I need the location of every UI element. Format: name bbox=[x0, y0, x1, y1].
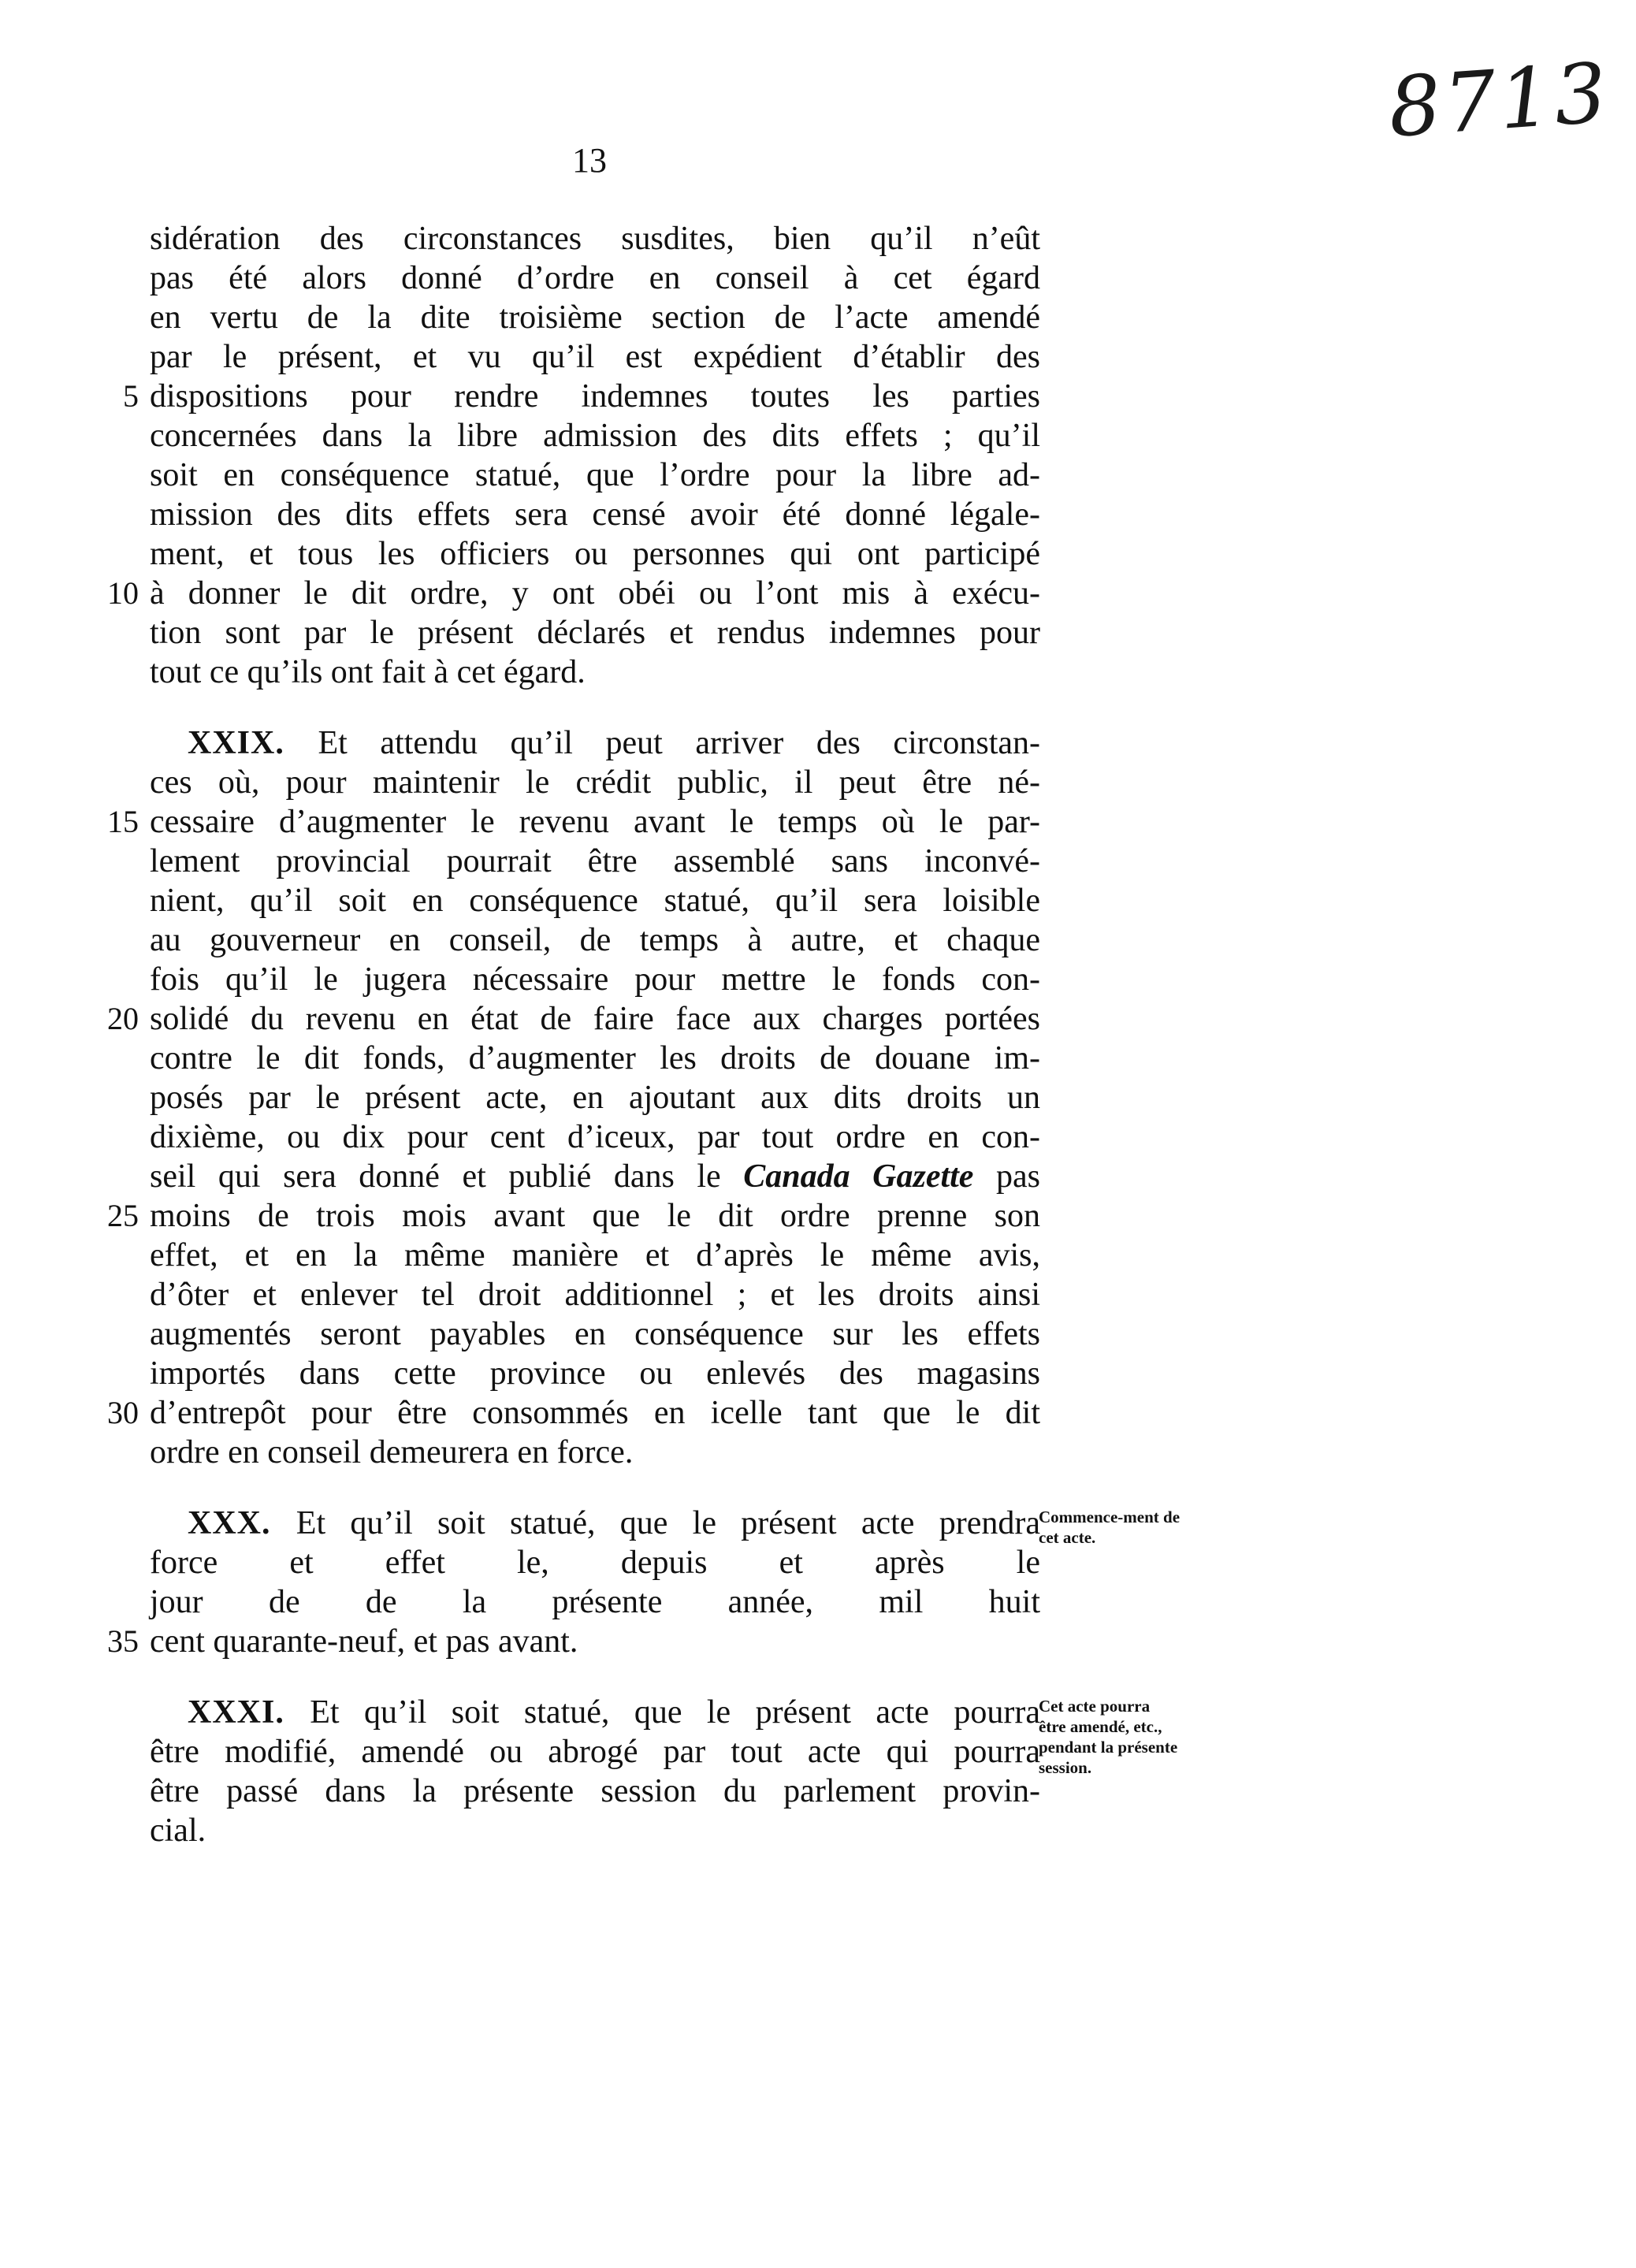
text-line bbox=[0, 1693, 1636, 1732]
text-line bbox=[0, 1275, 1636, 1314]
text-line bbox=[0, 337, 1636, 377]
text-line bbox=[0, 1582, 1636, 1622]
text-line bbox=[0, 1157, 1636, 1196]
line-number: 30 bbox=[107, 1395, 139, 1430]
line-text: tion sont par le présent déclarés et rendus indemnes pour bbox=[150, 615, 1040, 651]
section-heading-line: XXIX. Et attendu qu’il peut arriver des circonstan- bbox=[188, 725, 1041, 761]
line-text: cessaire d’augmenter le revenu avant le temps où le par- bbox=[150, 804, 1040, 840]
line-text: par le présent, et vu qu’il est expédient d’établir des bbox=[150, 339, 1040, 375]
line-text: au gouverneur en conseil, de temps à autre, et chaque bbox=[150, 922, 1040, 958]
line-text: concernées dans la libre admission des dits effets ; qu’il bbox=[150, 418, 1040, 454]
handwritten-page-number: 8713 bbox=[1385, 44, 1613, 156]
text-line bbox=[0, 377, 1636, 416]
text-line bbox=[0, 842, 1636, 881]
line-text: seil qui sera donné et publié dans le Canada Gazette pas bbox=[150, 1158, 1040, 1195]
text-line bbox=[0, 723, 1636, 763]
line-number: 20 bbox=[107, 1001, 139, 1036]
text-line bbox=[0, 416, 1636, 455]
line-text: ment, et tous les officiers ou personnes qui ont participé bbox=[150, 536, 1040, 572]
section-heading-line: XXXI. Et qu’il soit statué, que le présent acte pourra bbox=[188, 1694, 1040, 1731]
section-number: XXX. bbox=[188, 1505, 296, 1541]
text-line bbox=[0, 1811, 1636, 1850]
text-line bbox=[0, 1433, 1636, 1472]
line-text: mission des dits effets sera censé avoir été donné légale- bbox=[150, 496, 1040, 533]
margin-note: Cet acte pourra être amendé, etc., pendant la présente session. bbox=[1039, 1697, 1178, 1777]
line-text: dixième, ou dix pour cent d’iceux, par tout ordre en con- bbox=[150, 1119, 1040, 1155]
margin-note: Commence-ment de cet acte. bbox=[1039, 1508, 1181, 1547]
line-text: à donner le dit ordre, y ont obéi ou l’ont mis à exécu- bbox=[150, 575, 1040, 612]
text-line bbox=[0, 802, 1636, 842]
line-text: effet, et en la même manière et d’après le même avis, bbox=[150, 1237, 1040, 1273]
text-line bbox=[0, 219, 1636, 258]
text-line bbox=[0, 1314, 1636, 1354]
section-number: XXXI. bbox=[188, 1694, 310, 1731]
line-text: ces où, pour maintenir le crédit public, il peut être né- bbox=[150, 764, 1040, 801]
line-text: lement provincial pourrait être assemblé sans inconvé- bbox=[150, 843, 1040, 879]
text-line bbox=[0, 574, 1636, 613]
text-line bbox=[0, 1622, 1636, 1661]
line-text: dispositions pour rendre indemnes toutes les parties bbox=[150, 378, 1040, 415]
text-line bbox=[0, 1393, 1636, 1433]
line-text: tout ce qu’ils ont fait à cet égard. bbox=[150, 654, 586, 690]
text-line bbox=[0, 1504, 1636, 1543]
page-number: 13 bbox=[572, 141, 607, 180]
line-text: moins de trois mois avant que le dit ordre prenne son bbox=[150, 1198, 1040, 1234]
line-text: en vertu de la dite troisième section de l’acte amendé bbox=[150, 299, 1040, 336]
line-text: importés dans cette province ou enlevés des magasins bbox=[150, 1355, 1040, 1392]
text-line bbox=[0, 1732, 1636, 1772]
text-line bbox=[0, 960, 1636, 999]
line-text: d’ôter et enlever tel droit additionnel ; et les droits ainsi bbox=[150, 1277, 1040, 1313]
text-line bbox=[0, 258, 1636, 298]
line-text: nient, qu’il soit en conséquence statué, qu’il sera loisible bbox=[150, 883, 1040, 919]
line-text: fois qu’il le jugera nécessaire pour mettre le fonds con- bbox=[150, 961, 1040, 998]
italic-title: Canada Gazette bbox=[743, 1158, 974, 1195]
text-line bbox=[0, 534, 1636, 574]
text-line bbox=[0, 1772, 1636, 1811]
line-text: jour de de la présente année, mil huit bbox=[150, 1584, 1040, 1620]
line-text: être passé dans la présente session du parlement provin- bbox=[150, 1773, 1040, 1809]
text-line bbox=[0, 881, 1636, 920]
line-text: cial. bbox=[150, 1813, 206, 1849]
text-line bbox=[0, 1354, 1636, 1393]
line-text: ordre en conseil demeurera en force. bbox=[150, 1434, 634, 1470]
line-text: contre le dit fonds, d’augmenter les droits de douane im- bbox=[150, 1040, 1040, 1076]
line-text: cent quarante-neuf, et pas avant. bbox=[150, 1623, 578, 1660]
line-text: être modifié, amendé ou abrogé par tout acte qui pourra bbox=[150, 1734, 1040, 1770]
text-line bbox=[0, 298, 1636, 337]
text-line bbox=[0, 1078, 1636, 1117]
section-heading-line: XXX. Et qu’il soit statué, que le présent acte prendra bbox=[188, 1505, 1040, 1541]
line-number: 15 bbox=[107, 804, 139, 839]
line-text: force et effet le, depuis et après le bbox=[150, 1545, 1040, 1581]
text-line bbox=[0, 763, 1636, 802]
text-line bbox=[0, 613, 1636, 653]
text-line bbox=[0, 920, 1636, 960]
section-number: XXIX. bbox=[188, 725, 318, 761]
line-text: d’entrepôt pour être consommés en icelle tant que le dit bbox=[150, 1395, 1040, 1431]
line-number: 25 bbox=[107, 1198, 139, 1233]
line-number: 5 bbox=[123, 378, 139, 414]
line-text: sidération des circonstances susdites, bien qu’il n’eût bbox=[150, 221, 1040, 257]
line-text: solidé du revenu en état de faire face aux charges portées bbox=[150, 1001, 1040, 1037]
line-text: soit en conséquence statué, que l’ordre pour la libre ad- bbox=[150, 457, 1040, 493]
line-number: 35 bbox=[107, 1623, 139, 1659]
text-line bbox=[0, 455, 1636, 495]
line-text: pas été alors donné d’ordre en conseil à cet égard bbox=[150, 260, 1040, 296]
line-text: augmentés seront payables en conséquence sur les effets bbox=[150, 1316, 1040, 1352]
text-line bbox=[0, 1543, 1636, 1582]
text-line bbox=[0, 1196, 1636, 1236]
text-line bbox=[0, 1236, 1636, 1275]
line-text: posés par le présent acte, en ajoutant aux dits droits un bbox=[150, 1080, 1040, 1116]
text-line bbox=[0, 653, 1636, 692]
text-line bbox=[0, 999, 1636, 1039]
text-line bbox=[0, 1039, 1636, 1078]
text-line bbox=[0, 1117, 1636, 1157]
line-number: 10 bbox=[107, 575, 139, 611]
text-line bbox=[0, 495, 1636, 534]
